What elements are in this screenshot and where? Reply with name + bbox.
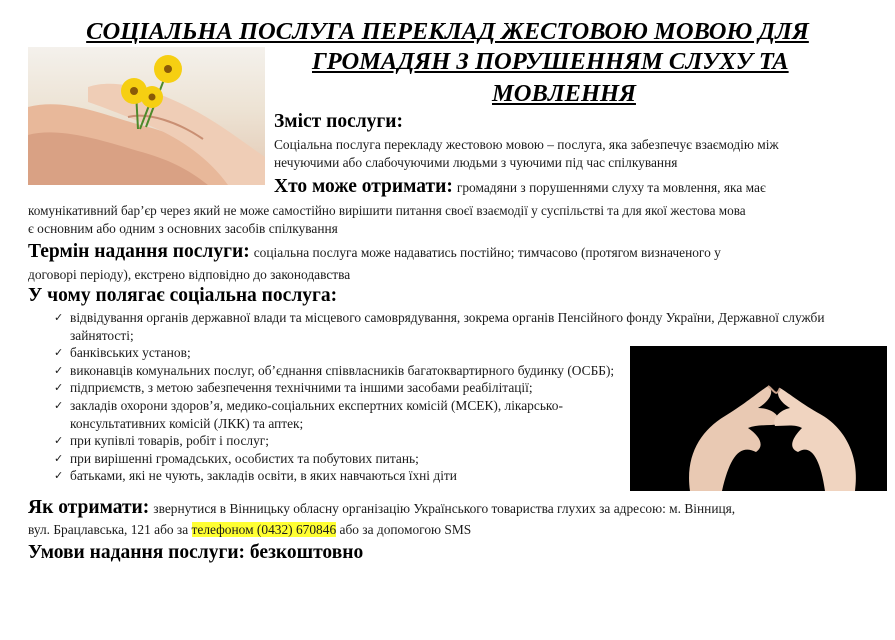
who-text-inline: громадяни з порушеннями слуху та мовлення, яка має	[456, 180, 766, 195]
who-heading: Хто може отримати:	[274, 176, 453, 197]
who-text-line-2: комунікативний бар’єр через який не може самостійно вирішити питання своєї взаємодії у суспільстві та для якої жестова мова	[28, 203, 746, 218]
content-heading: Зміст послуги:	[274, 111, 404, 132]
list-item: ✓ закладів охорони здоров’я, медико-соціальних експертних комісій (МСЕК), лікарсько-консультативних комісій (ЛКК) та аптек;	[54, 397, 635, 432]
services-list	[54, 309, 866, 485]
content-text-line-1: Соціальна послуга перекладу жестовою мовою – послуга, яка забезпечує взаємодію між	[274, 137, 779, 152]
list-item: ✓ батьками, які не чують, закладів освіти, в яких навчаються їхні діти	[54, 467, 635, 485]
term-text-line-2: договорі періоду), екстрено відповідно до законодавства	[28, 267, 351, 282]
who-text-line-3: є основним або одним з основних засобів спілкування	[28, 221, 338, 236]
how-text-line-2	[28, 521, 471, 539]
title-line-1: СОЦІАЛЬНА ПОСЛУГА ПЕРЕКЛАД ЖЕСТОВОЮ МОВОЮ ДЛЯ	[86, 18, 809, 45]
conditions-heading: Умови надання послуги: безкоштовно	[28, 542, 364, 563]
list-item: ✓ підприємств, з метою забезпечення технічними та іншими засобами реабілітації;	[54, 379, 635, 397]
term-heading: Термін надання послуги:	[28, 241, 250, 262]
term-text-inline: соціальна послуга може надаватись постійно; тимчасово (протягом визначеного у	[253, 245, 721, 260]
list-item: ✓ банківських установ;	[54, 344, 866, 362]
hands-flowers-photo	[28, 47, 265, 185]
term-row	[28, 241, 721, 263]
how-text-inline: звернутися в Вінницьку обласну організацію Українського товариства глухих за адресою: м. Вінниця,	[153, 501, 736, 516]
list-item: ✓ виконавців комунальних послуг, об’єднання співвласників багатоквартирного будинку (ОСББ);	[54, 362, 635, 380]
list-item: ✓ при вирішенні громадських, особистих та побутових питань;	[54, 450, 635, 468]
phone-highlight: телефоном (0432) 670846	[191, 522, 337, 537]
how-heading: Як отримати:	[28, 497, 150, 518]
sms-text: або за допомогою SMS	[339, 522, 472, 537]
how-row	[28, 497, 735, 519]
address-text: вул. Брацлавська, 121 або за	[28, 522, 189, 537]
title-line-3: МОВЛЕННЯ	[492, 80, 636, 107]
what-heading: У чому полягає соціальна послуга:	[28, 285, 338, 306]
title-line-2: ГРОМАДЯН З ПОРУШЕННЯМ СЛУХУ ТА	[312, 48, 789, 75]
list-item: ✓ відвідування органів державної влади та місцевого самоврядування, зокрема органів Пенсійного фонду України, Державної служби зайнятості;	[54, 309, 866, 344]
content-text-line-2: нечуючими або слабочуючими людьми з чуючими під час спілкування	[274, 155, 678, 170]
who-row	[274, 176, 766, 198]
list-item: ✓ при купівлі товарів, робіт і послуг;	[54, 432, 635, 450]
